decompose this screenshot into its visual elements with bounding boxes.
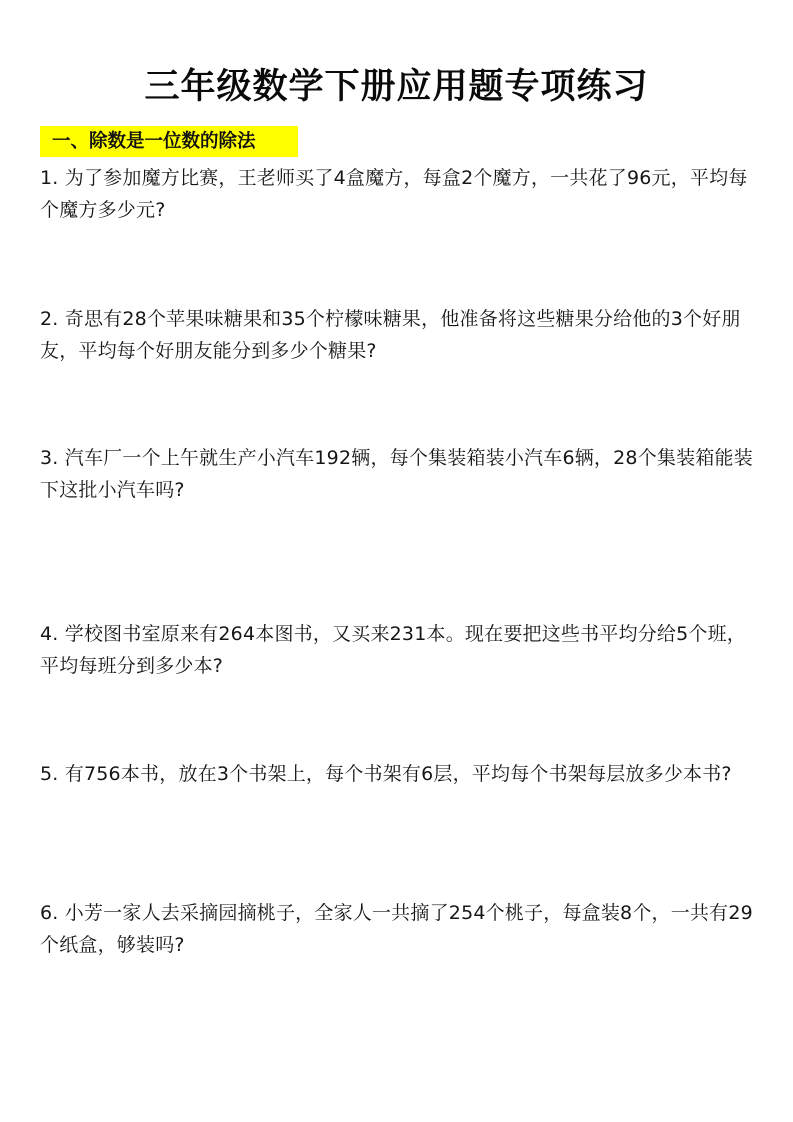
- question-3: [40, 442, 758, 506]
- question-text: 为了参加魔方比赛，王老师买了4盒魔方，每盒2个魔方，一共花了96元，平均每个魔方多少元?: [40, 167, 748, 221]
- question-text: 小芳一家人去采摘园摘桃子，全家人一共摘了254个桃子，每盒装8个，一共有29个纸盒，够装吗?: [40, 902, 753, 956]
- question-4: [40, 618, 758, 682]
- page-title: 三年级数学下册应用题专项练习: [144, 67, 649, 107]
- question-text: 汽车厂一个上午就生产小汽车192辆，每个集装箱装小汽车6辆，28个集装箱能装下这批小汽车吗?: [40, 447, 753, 501]
- question-1: [40, 162, 758, 226]
- question-number: 1.: [40, 167, 65, 189]
- question-text: 有756本书，放在3个书架上，每个书架有6层，平均每个书架每层放多少本书?: [64, 763, 732, 785]
- question-2: [40, 303, 758, 367]
- question-6: [40, 897, 758, 961]
- section-heading: 一、除数是一位数的除法: [40, 126, 298, 157]
- question-text: 学校图书室原来有264本图书，又买来231本。现在要把这些书平均分给5个班，平均每班分到多少本?: [40, 623, 747, 677]
- question-5: [40, 758, 758, 790]
- question-text: 奇思有28个苹果味糖果和35个柠檬味糖果，他准备将这些糖果分给他的3个好朋友，平均每个好朋友能分到多少个糖果?: [40, 308, 741, 362]
- question-number: 6.: [40, 902, 65, 924]
- question-number: 3.: [40, 447, 65, 469]
- question-number: 5.: [40, 763, 65, 785]
- question-number: 4.: [40, 623, 65, 645]
- question-number: 2.: [40, 308, 65, 330]
